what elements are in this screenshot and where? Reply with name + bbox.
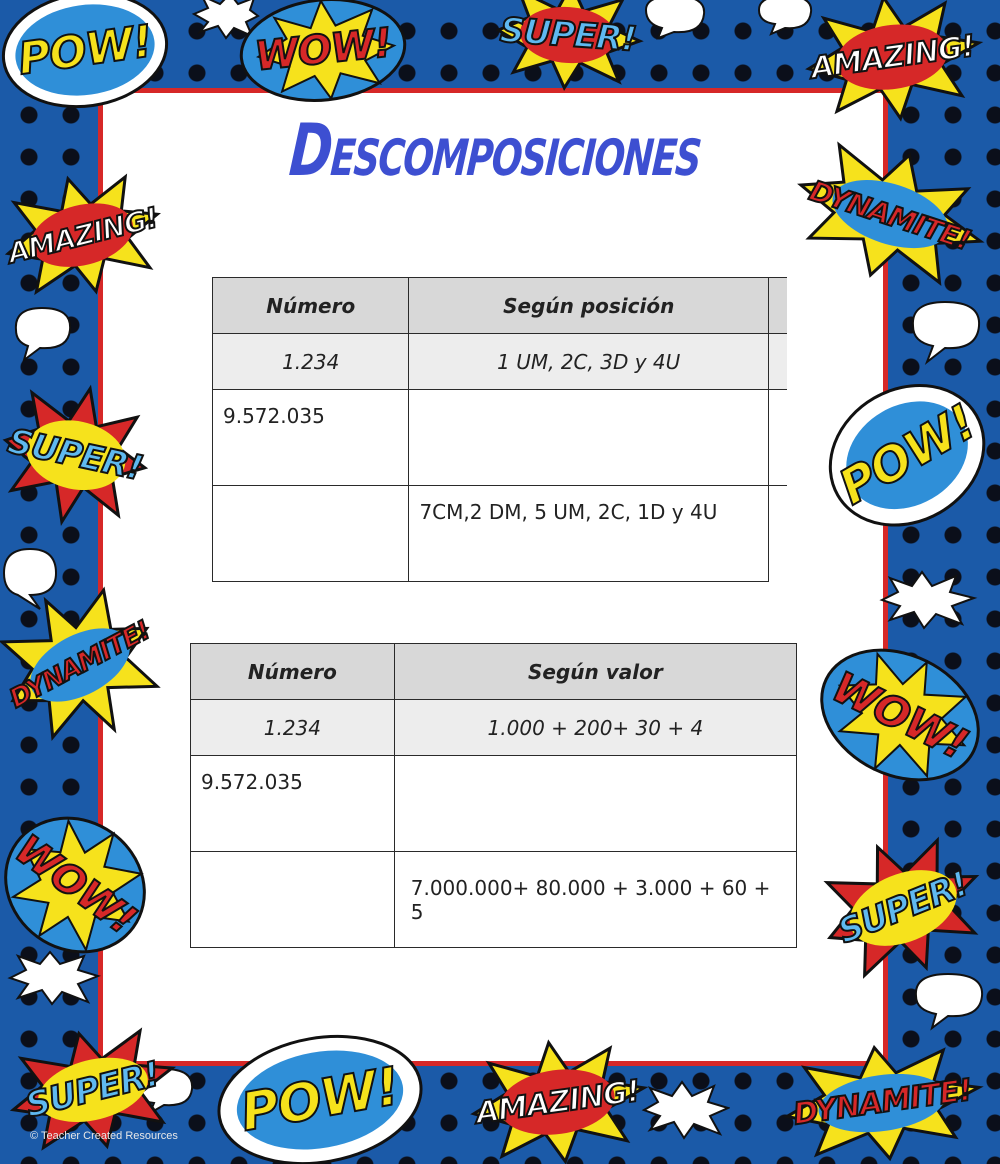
burst-label: POW!	[236, 1056, 404, 1144]
example-position: 1 UM, 2C, 3D y 4U	[409, 334, 769, 390]
column-header-value: Según valor	[394, 644, 796, 700]
answer-cell[interactable]	[213, 486, 409, 582]
burst-label: WOW!	[824, 661, 976, 769]
example-row	[213, 334, 788, 390]
example-row	[191, 700, 797, 756]
starburst-white-icon	[878, 570, 978, 630]
table-cell-cutoff	[768, 486, 787, 582]
column-header-number: Número	[213, 278, 409, 334]
burst-label: DYNAMITE!	[805, 173, 975, 257]
page-title	[0, 108, 1000, 192]
position-cell: 7CM,2 DM, 5 UM, 2C, 1D y 4U	[409, 486, 769, 582]
burst-label: POW!	[829, 394, 986, 516]
burst-label: DYNAMITE!	[4, 615, 156, 715]
speech-bubble-icon	[908, 968, 988, 1032]
column-header-number: Número	[191, 644, 395, 700]
burst-label: SUPER!	[4, 421, 146, 489]
table-cell-cutoff	[768, 390, 787, 486]
number-cell: 9.572.035	[191, 756, 395, 852]
burst-label: SUPER!	[21, 1054, 164, 1126]
number-cell: 9.572.035	[213, 390, 409, 486]
example-number: 1.234	[191, 700, 395, 756]
title-text: Descomposiciones	[286, 108, 704, 192]
copyright-footer: © Teacher Created Resources	[30, 1130, 178, 1142]
burst-label: AMAZING!	[808, 28, 977, 87]
burst-label: AMAZING!	[473, 1073, 642, 1131]
burst-label: WOW!	[252, 19, 394, 81]
value-cell: 7.000.000+ 80.000 + 3.000 + 60 + 5	[394, 852, 796, 948]
position-decomposition-table	[212, 277, 787, 582]
burst-label: DYNAMITE!	[791, 1072, 974, 1133]
super-burst	[0, 371, 163, 539]
answer-cell[interactable]	[409, 390, 769, 486]
table-row	[213, 486, 788, 582]
example-value: 1.000 + 200+ 30 + 4	[394, 700, 796, 756]
table-row	[191, 756, 797, 852]
answer-cell[interactable]	[394, 756, 796, 852]
table-header-row	[191, 644, 797, 700]
value-decomposition-table	[190, 643, 797, 948]
burst-label: SUPER!	[498, 10, 638, 60]
amazing-burst	[457, 1028, 657, 1164]
table-row	[191, 852, 797, 948]
column-header-position: Según posición	[409, 278, 769, 334]
wow-burst	[233, 0, 414, 114]
speech-bubble-icon	[905, 296, 987, 366]
burst-label: SUPER!	[832, 863, 974, 952]
super-burst	[484, 0, 651, 95]
speech-bubble-icon	[640, 0, 710, 40]
answer-cell[interactable]	[191, 852, 395, 948]
burst-label: WOW!	[6, 826, 144, 944]
burst-label: POW!	[14, 15, 156, 85]
table-cell-cutoff	[768, 334, 787, 390]
column-header-cutoff	[768, 278, 787, 334]
burst-label: AMAZING!	[4, 200, 161, 270]
table-header-row	[213, 278, 788, 334]
table-row	[213, 390, 788, 486]
example-number: 1.234	[213, 334, 409, 390]
